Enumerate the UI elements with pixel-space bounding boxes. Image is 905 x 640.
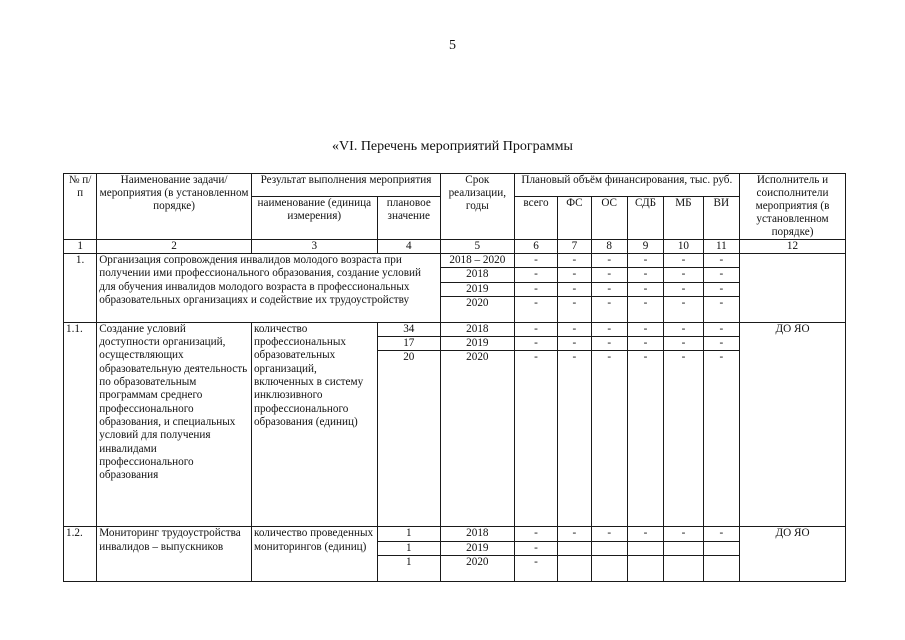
col-number: 11 <box>703 240 739 254</box>
fin-value: - <box>514 254 558 268</box>
fin-value: - <box>703 268 739 282</box>
fin-value: - <box>664 527 703 541</box>
col-number: 8 <box>591 240 627 254</box>
col-number: 1 <box>64 240 97 254</box>
fin-value: - <box>514 322 558 336</box>
executor: ДО ЯО <box>740 527 846 582</box>
table-row <box>64 254 846 268</box>
fin-value: - <box>591 322 627 336</box>
fin-value: - <box>703 254 739 268</box>
header-result: Результат выполнения мероприятия <box>251 174 440 197</box>
fin-empty <box>703 541 739 555</box>
fin-value: - <box>627 254 663 268</box>
fin-value: - <box>703 337 739 351</box>
planned-value: 34 <box>377 322 440 336</box>
col-number: 3 <box>251 240 377 254</box>
fin-value: - <box>514 337 558 351</box>
planned-value: 20 <box>377 351 440 527</box>
fin-value: - <box>664 351 703 527</box>
fin-value: - <box>591 337 627 351</box>
term-year: 2018 <box>440 322 514 336</box>
header-fin-os: ОС <box>591 196 627 239</box>
col-number: 10 <box>664 240 703 254</box>
fin-value: - <box>703 282 739 296</box>
fin-value: - <box>664 254 703 268</box>
col-number: 9 <box>627 240 663 254</box>
term-year: 2018 <box>440 268 514 282</box>
section-title: «VI. Перечень мероприятий Программы <box>332 139 573 154</box>
fin-empty <box>627 556 663 582</box>
fin-value: - <box>627 282 663 296</box>
fin-value: - <box>514 282 558 296</box>
fin-value: - <box>627 351 663 527</box>
fin-value: - <box>664 322 703 336</box>
fin-value: - <box>558 268 591 282</box>
fin-empty <box>591 541 627 555</box>
fin-empty <box>664 541 703 555</box>
fin-value: - <box>558 282 591 296</box>
fin-value: - <box>591 296 627 322</box>
fin-value: - <box>703 527 739 541</box>
header-fin-fs: ФС <box>558 196 591 239</box>
fin-value: - <box>703 296 739 322</box>
fin-empty <box>627 541 663 555</box>
table-row <box>64 527 846 541</box>
fin-value: - <box>664 296 703 322</box>
fin-empty <box>558 556 591 582</box>
term-year: 2020 <box>440 556 514 582</box>
term-year: 2020 <box>440 351 514 527</box>
term-year: 2019 <box>440 541 514 555</box>
fin-value: - <box>627 268 663 282</box>
row-number: 1. <box>64 254 97 323</box>
fin-value: - <box>558 296 591 322</box>
fin-value: - <box>591 527 627 541</box>
header-result-value: плановое значение <box>377 196 440 239</box>
fin-empty <box>703 556 739 582</box>
fin-value: - <box>558 254 591 268</box>
fin-value: - <box>558 527 591 541</box>
col-number: 4 <box>377 240 440 254</box>
planned-value: 17 <box>377 337 440 351</box>
header-fin-sdb: СДБ <box>627 196 663 239</box>
table-row <box>64 322 846 336</box>
task-name: Организация сопровождения инвалидов молодого возраста при получении ими профессионального образования, создание условий для обучения инвалидов молодого возраста в профессиональных образовательных организациях и содействие их трудоустройству <box>97 254 441 323</box>
fin-value: - <box>627 322 663 336</box>
header-term: Срок реализации, годы <box>440 174 514 240</box>
fin-value: - <box>514 527 558 541</box>
col-number: 7 <box>558 240 591 254</box>
fin-value: - <box>558 351 591 527</box>
header-finance: Плановый объём финансирования, тыс. руб. <box>514 174 739 197</box>
fin-value: - <box>664 282 703 296</box>
fin-value: - <box>664 268 703 282</box>
fin-value: - <box>514 541 558 555</box>
fin-value: - <box>591 351 627 527</box>
fin-value: - <box>627 296 663 322</box>
fin-value: - <box>627 337 663 351</box>
fin-value: - <box>664 337 703 351</box>
result-name: количество проведенных мониторингов (единиц) <box>251 527 377 582</box>
program-activities-table <box>63 173 846 582</box>
page-number: 5 <box>449 38 456 53</box>
fin-value: - <box>591 254 627 268</box>
fin-value: - <box>514 351 558 527</box>
header-fin-vi: ВИ <box>703 196 739 239</box>
header-fin-total: всего <box>514 196 558 239</box>
fin-value: - <box>703 322 739 336</box>
header-name: Наименование задачи/мероприятия (в установленном порядке) <box>97 174 252 240</box>
fin-value: - <box>591 268 627 282</box>
col-number: 2 <box>97 240 252 254</box>
planned-value: 1 <box>377 541 440 555</box>
fin-value: - <box>703 351 739 527</box>
fin-value: - <box>514 296 558 322</box>
row-number: 1.2. <box>64 527 97 582</box>
fin-empty <box>664 556 703 582</box>
fin-value: - <box>558 337 591 351</box>
planned-value: 1 <box>377 556 440 582</box>
header-no: № п/п <box>64 174 97 240</box>
term-year: 2018 – 2020 <box>440 254 514 268</box>
executor-empty <box>740 254 846 323</box>
header-executor: Исполнитель и соисполнители мероприятия (в установленном порядке) <box>740 174 846 240</box>
planned-value: 1 <box>377 527 440 541</box>
fin-value: - <box>514 268 558 282</box>
row-number: 1.1. <box>64 322 97 527</box>
term-year: 2020 <box>440 296 514 322</box>
executor: ДО ЯО <box>740 322 846 527</box>
fin-empty <box>558 541 591 555</box>
fin-value: - <box>591 282 627 296</box>
fin-empty <box>591 556 627 582</box>
term-year: 2019 <box>440 282 514 296</box>
col-number: 5 <box>440 240 514 254</box>
activity-name: Мониторинг трудоустройства инвалидов – выпускников <box>97 527 252 582</box>
fin-value: - <box>627 527 663 541</box>
header-result-name: наименование (единица измерения) <box>251 196 377 239</box>
activity-name: Создание условий доступности организаций, осуществляющих образовательную деятельность по образовательным программам среднего профессионального образования, и специальных условий для получения инвалидами профессионального образования <box>97 322 252 527</box>
col-number: 6 <box>514 240 558 254</box>
header-fin-mb: МБ <box>664 196 703 239</box>
term-year: 2018 <box>440 527 514 541</box>
col-number: 12 <box>740 240 846 254</box>
column-numbers-row <box>64 240 846 254</box>
result-name: количество профессиональных образовательных организаций, включенных в систему инклюзивного профессионального образования (единиц) <box>251 322 377 527</box>
fin-value: - <box>514 556 558 582</box>
term-year: 2019 <box>440 337 514 351</box>
fin-value: - <box>558 322 591 336</box>
